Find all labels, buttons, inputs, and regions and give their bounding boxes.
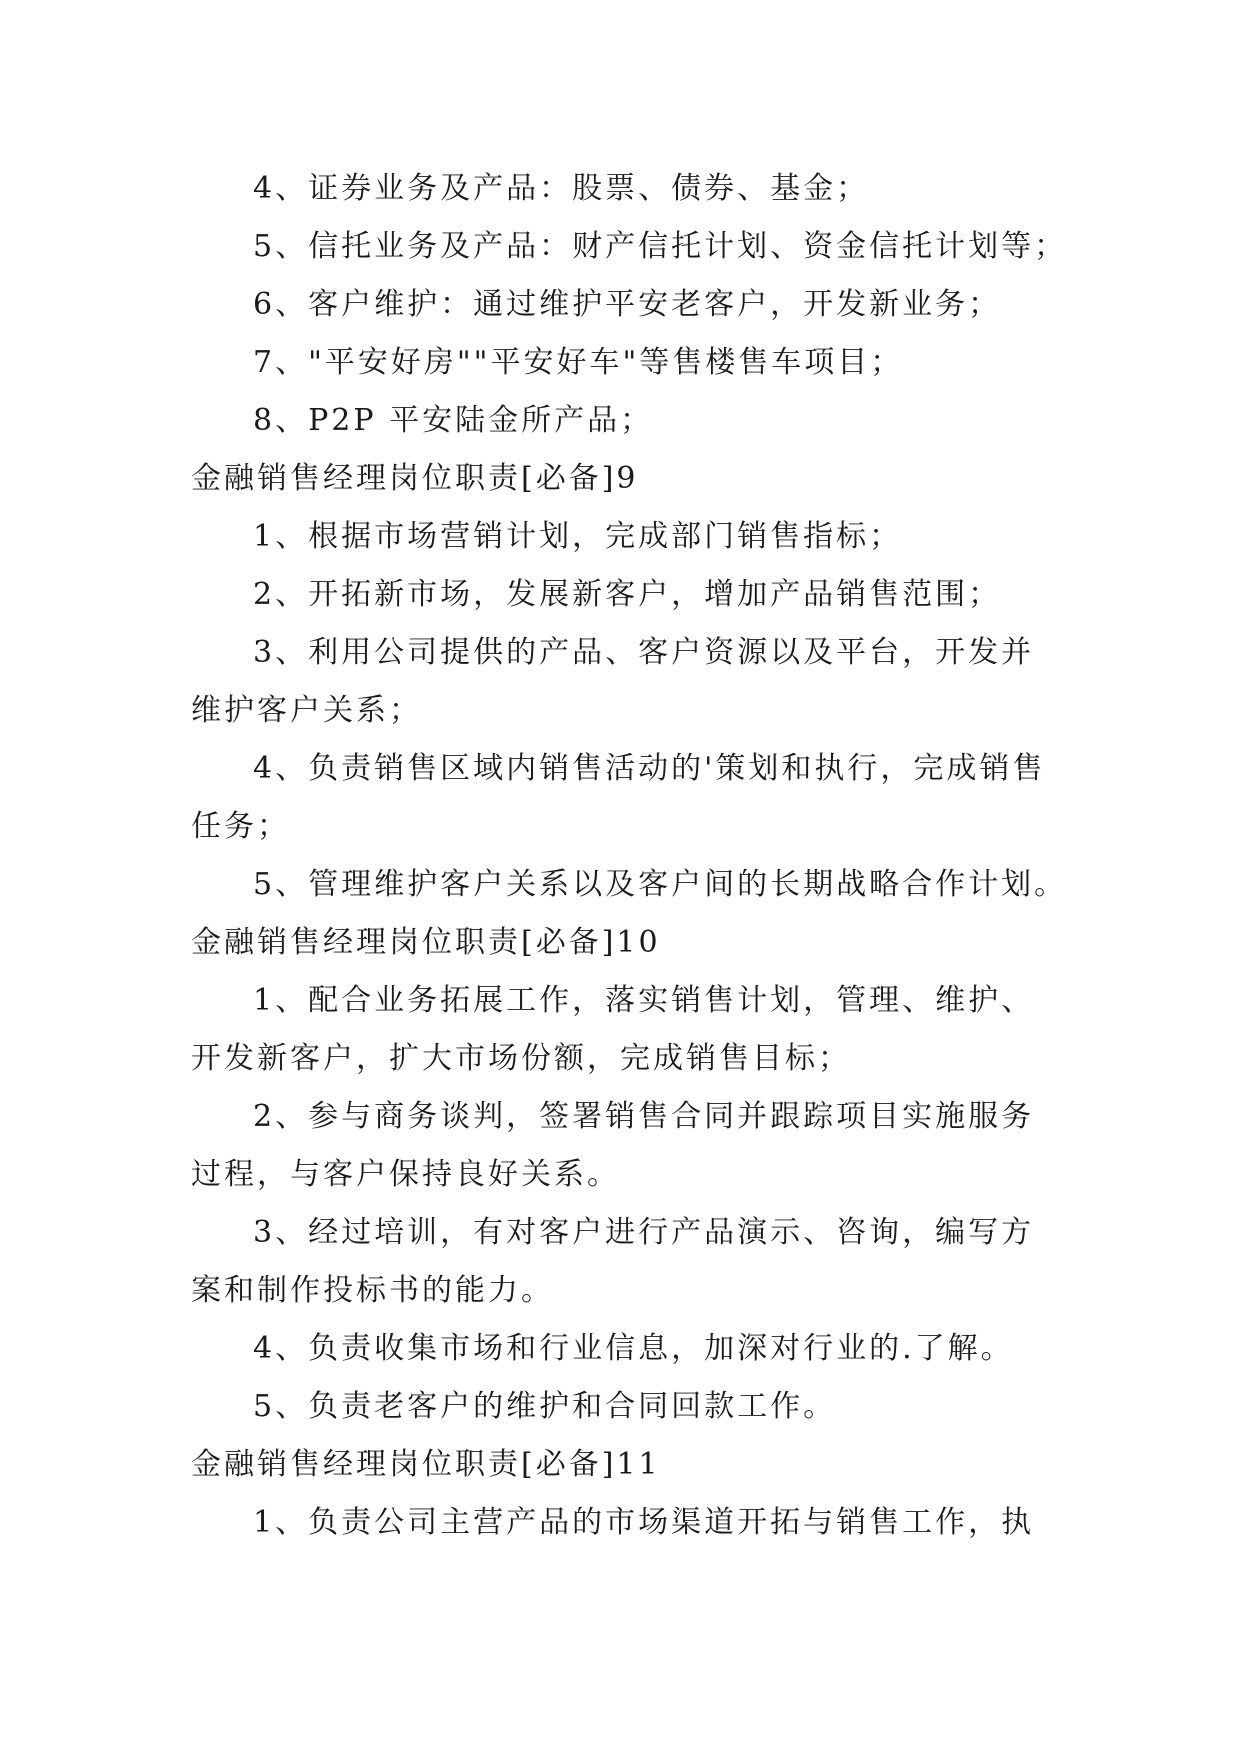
- list-item: 4、证券业务及产品：股票、债券、基金；: [253, 171, 870, 206]
- section-heading: 金融销售经理岗位职责[必备]10: [191, 925, 661, 960]
- list-item: 1、配合业务拓展工作，落实销售计划，管理、维护、: [253, 983, 1035, 1018]
- list-item: 2、参与商务谈判，签署销售合同并跟踪项目实施服务: [253, 1099, 1035, 1134]
- list-item: 1、根据市场营销计划，完成部门销售指标；: [253, 519, 903, 554]
- list-item: 3、利用公司提供的产品、客户资源以及平台，开发并: [253, 635, 1035, 670]
- document-body: [191, 160, 1068, 1552]
- list-item: 5、信托业务及产品：财产信托计划、资金信托计划等；: [253, 229, 1068, 264]
- list-item: 6、客户维护：通过维护平安老客户，开发新业务；: [253, 287, 1002, 322]
- list-item: 2、开拓新市场，发展新客户，增加产品销售范围；: [253, 577, 1002, 612]
- list-item: 5、负责老客户的维护和合同回款工作。: [253, 1389, 837, 1424]
- list-item-continuation: 维护客户关系；: [191, 693, 422, 728]
- list-item: 8、P2P 平安陆金所产品；: [253, 403, 654, 438]
- list-item-continuation: 过程，与客户保持良好关系。: [191, 1157, 620, 1192]
- list-item: 5、管理维护客户关系以及客户间的长期战略合作计划。: [253, 867, 1068, 902]
- list-item-continuation: 开发新客户，扩大市场份额，完成销售目标；: [191, 1041, 851, 1076]
- list-item: 4、负责销售区域内销售活动的'策划和执行，完成销售: [253, 751, 1046, 786]
- section-heading: 金融销售经理岗位职责[必备]11: [191, 1447, 661, 1482]
- list-item: 4、负责收集市场和行业信息，加深对行业的.了解。: [253, 1331, 1014, 1366]
- list-item-continuation: 任务；: [191, 809, 290, 844]
- list-item: 1、负责公司主营产品的市场渠道开拓与销售工作，执: [253, 1505, 1035, 1540]
- list-item: 3、经过培训，有对客户进行产品演示、咨询，编写方: [253, 1215, 1035, 1250]
- section-heading: 金融销售经理岗位职责[必备]9: [191, 461, 639, 496]
- list-item: 7、"平安好房""平安好车"等售楼售车项目；: [253, 345, 904, 380]
- list-item-continuation: 案和制作投标书的能力。: [191, 1273, 554, 1308]
